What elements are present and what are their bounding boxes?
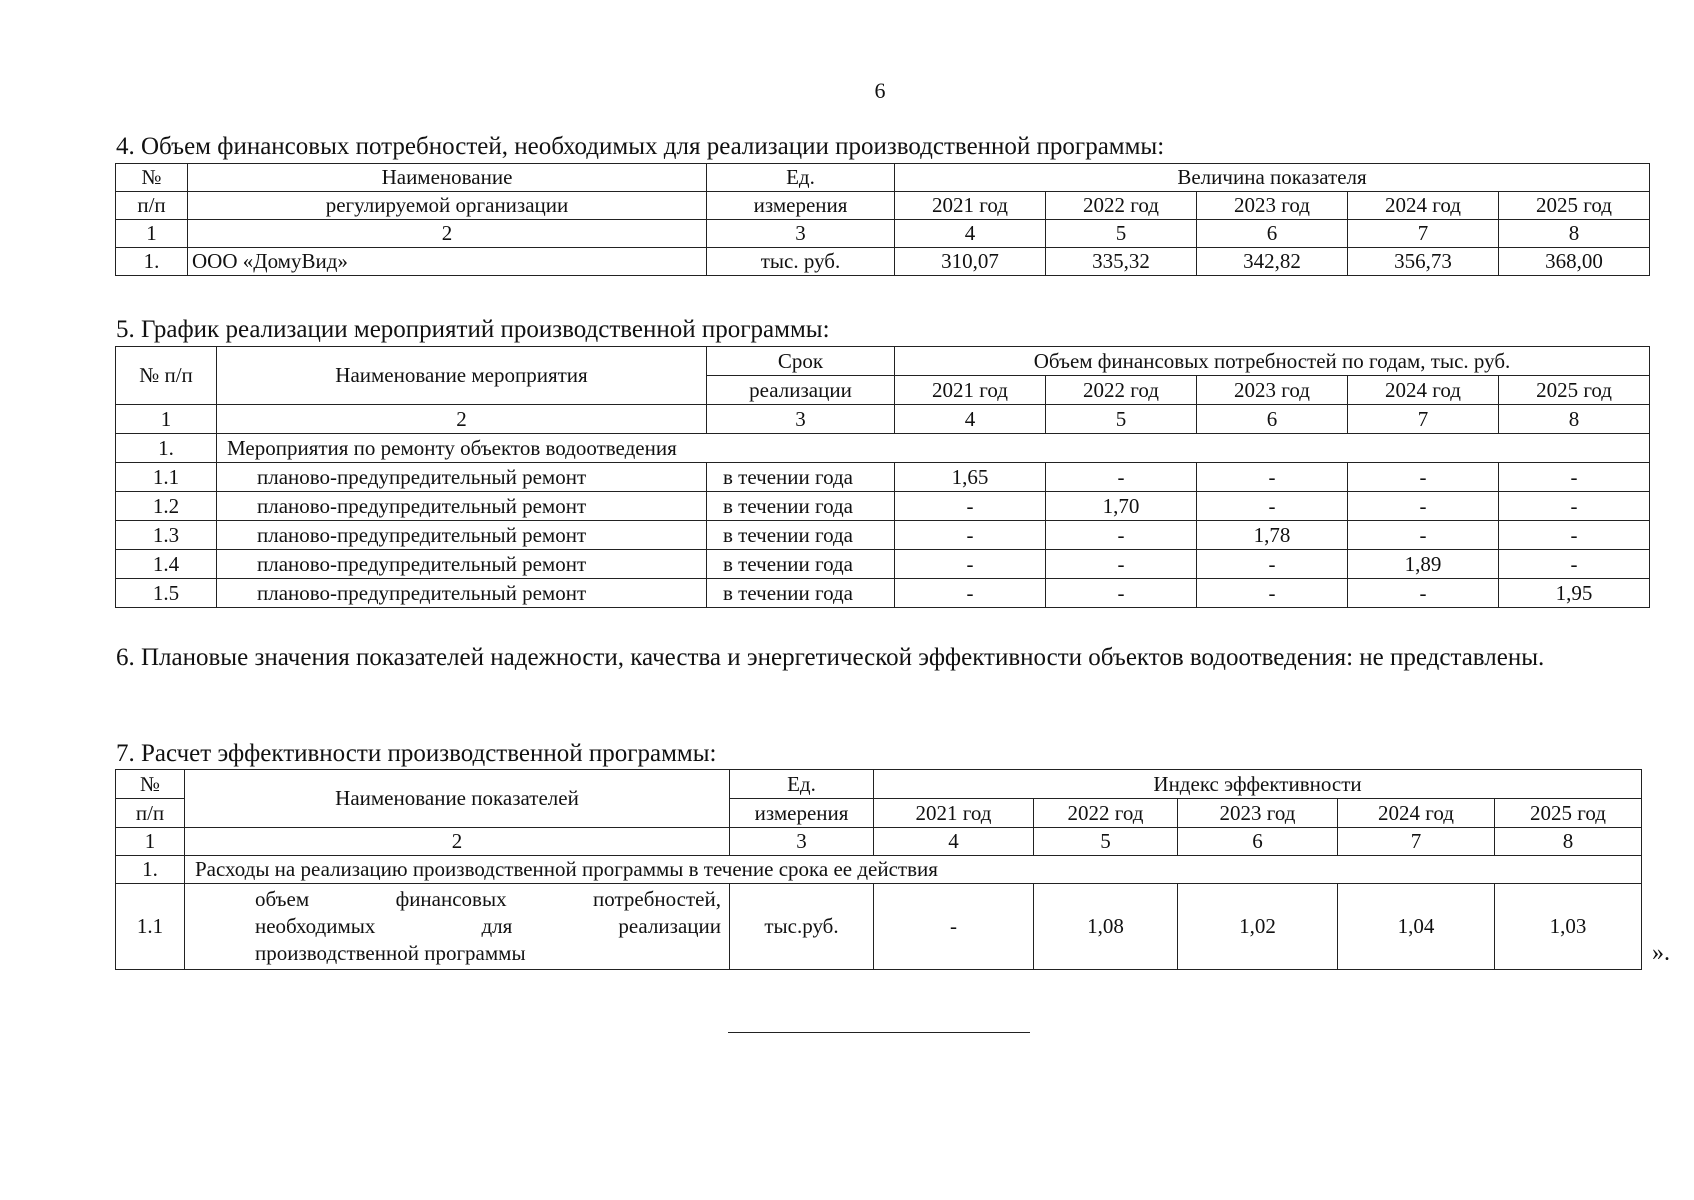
header-year: 2022 год	[1034, 799, 1178, 828]
column-number: 2	[185, 828, 730, 856]
activity-name: планово-предупредительный ремонт	[217, 550, 707, 579]
activity-term: в течении года	[707, 463, 895, 492]
row-no: 1.	[116, 248, 188, 276]
row-unit: тыс.руб.	[730, 884, 874, 970]
table-row	[116, 579, 1650, 608]
column-number: 6	[1197, 405, 1348, 434]
table-row	[116, 521, 1650, 550]
organization-name: ООО «ДомуВид»	[188, 248, 707, 276]
header-year: 2025 год	[1499, 376, 1650, 405]
header-value: Величина показателя	[895, 164, 1650, 192]
header-year: 2023 год	[1197, 376, 1348, 405]
section-5-title: 5. График реализации мероприятий производственной программы:	[116, 316, 830, 343]
row-no: 1.4	[116, 550, 217, 579]
table-row	[116, 884, 1642, 970]
value-cell: 1,89	[1348, 550, 1499, 579]
value-cell: -	[1348, 521, 1499, 550]
activity-name: планово-предупредительный ремонт	[217, 492, 707, 521]
column-number: 7	[1338, 828, 1495, 856]
header-unit-2: измерения	[730, 799, 874, 828]
financial-needs-table	[115, 163, 1650, 276]
group-no: 1.	[116, 434, 217, 463]
group-name: Мероприятия по ремонту объектов водоотведения	[217, 434, 1650, 463]
value-cell: 1,03	[1495, 884, 1642, 970]
group-row	[116, 856, 1642, 884]
column-number: 3	[707, 405, 895, 434]
row-no: 1.1	[116, 884, 185, 970]
column-number: 8	[1499, 405, 1650, 434]
value-cell: -	[1197, 492, 1348, 521]
value-cell: 1,08	[1034, 884, 1178, 970]
value-cell: 335,32	[1046, 248, 1197, 276]
header-name-2: регулируемой организации	[188, 192, 707, 220]
header-year: 2025 год	[1495, 799, 1642, 828]
activity-term: в течении года	[707, 492, 895, 521]
group-name: Расходы на реализацию производственной программы в течение срока ее действия	[185, 856, 1642, 884]
value-cell: 310,07	[895, 248, 1046, 276]
indicator-name-line: необходимых для реализации	[255, 914, 721, 938]
header-no: №	[116, 164, 188, 192]
activity-term: в течении года	[707, 521, 895, 550]
value-cell: 1,02	[1178, 884, 1338, 970]
column-number: 6	[1197, 220, 1348, 248]
header-year: 2021 год	[895, 192, 1046, 220]
header-name: Наименование мероприятия	[217, 347, 707, 405]
value-cell: -	[1046, 521, 1197, 550]
value-cell: 368,00	[1499, 248, 1650, 276]
header-year: 2023 год	[1178, 799, 1338, 828]
header-unit-2: измерения	[707, 192, 895, 220]
section-7-title: 7. Расчет эффективности производственной программы:	[116, 740, 717, 767]
header-term-2: реализации	[707, 376, 895, 405]
header-year: 2021 год	[895, 376, 1046, 405]
column-number: 7	[1348, 220, 1499, 248]
value-cell: 356,73	[1348, 248, 1499, 276]
column-number: 4	[874, 828, 1034, 856]
column-number: 8	[1499, 220, 1650, 248]
header-unit: Ед.	[707, 164, 895, 192]
row-no: 1.2	[116, 492, 217, 521]
activity-term: в течении года	[707, 550, 895, 579]
closing-quote-mark: ».	[1652, 940, 1670, 966]
group-row	[116, 434, 1650, 463]
section-4-title: 4. Объем финансовых потребностей, необходимых для реализации производственной программы:	[116, 133, 1165, 160]
header-value: Индекс эффективности	[874, 770, 1642, 799]
row-no: 1.3	[116, 521, 217, 550]
value-cell: 1,04	[1338, 884, 1495, 970]
column-number: 7	[1348, 405, 1499, 434]
value-cell: -	[895, 521, 1046, 550]
header-no-2: п/п	[116, 192, 188, 220]
schedule-table	[115, 346, 1650, 608]
indicator-name	[185, 884, 730, 970]
header-no-2: п/п	[116, 799, 185, 828]
efficiency-table	[115, 769, 1642, 970]
header-term: Срок	[707, 347, 895, 376]
header-year: 2023 год	[1197, 192, 1348, 220]
row-no: 1.1	[116, 463, 217, 492]
value-cell: 1,95	[1499, 579, 1650, 608]
value-cell: 1,78	[1197, 521, 1348, 550]
column-number: 5	[1046, 405, 1197, 434]
header-year: 2021 год	[874, 799, 1034, 828]
table-row	[116, 550, 1650, 579]
value-cell: -	[1348, 463, 1499, 492]
column-number: 1	[116, 405, 217, 434]
activity-name: планово-предупредительный ремонт	[217, 579, 707, 608]
column-number: 2	[217, 405, 707, 434]
value-cell: -	[1046, 463, 1197, 492]
header-name: Наименование	[188, 164, 707, 192]
header-unit: Ед.	[730, 770, 874, 799]
row-unit: тыс. руб.	[707, 248, 895, 276]
column-number: 1	[116, 220, 188, 248]
value-cell: -	[895, 550, 1046, 579]
value-cell: 1,65	[895, 463, 1046, 492]
row-no: 1.5	[116, 579, 217, 608]
table-row	[116, 463, 1650, 492]
column-number: 8	[1495, 828, 1642, 856]
indicator-name-line: объем финансовых потребностей,	[255, 887, 721, 911]
header-value: Объем финансовых потребностей по годам, тыс. руб.	[895, 347, 1650, 376]
section-6-text: 6. Плановые значения показателей надежности, качества и энергетической эффективности объектов водоотведения: не представлены.	[116, 644, 1545, 671]
header-year: 2022 год	[1046, 376, 1197, 405]
value-cell: -	[1197, 550, 1348, 579]
column-number: 6	[1178, 828, 1338, 856]
end-divider-line	[728, 1032, 1030, 1033]
value-cell: -	[874, 884, 1034, 970]
table-row	[116, 248, 1650, 276]
value-cell: -	[895, 492, 1046, 521]
column-number: 2	[188, 220, 707, 248]
header-no: № п/п	[116, 347, 217, 405]
header-year: 2025 год	[1499, 192, 1650, 220]
value-cell: -	[895, 579, 1046, 608]
column-number: 5	[1046, 220, 1197, 248]
value-cell: -	[1348, 492, 1499, 521]
value-cell: -	[1348, 579, 1499, 608]
value-cell: -	[1499, 492, 1650, 521]
header-year: 2024 год	[1338, 799, 1495, 828]
value-cell: 1,70	[1046, 492, 1197, 521]
value-cell: -	[1197, 579, 1348, 608]
header-year: 2024 год	[1348, 376, 1499, 405]
value-cell: 342,82	[1197, 248, 1348, 276]
page-number: 6	[874, 78, 886, 103]
value-cell: -	[1499, 463, 1650, 492]
column-number: 5	[1034, 828, 1178, 856]
value-cell: -	[1499, 521, 1650, 550]
header-year: 2022 год	[1046, 192, 1197, 220]
column-number: 4	[895, 220, 1046, 248]
header-name: Наименование показателей	[185, 770, 730, 828]
column-number: 4	[895, 405, 1046, 434]
column-number: 3	[707, 220, 895, 248]
column-number: 3	[730, 828, 874, 856]
indicator-name-line: производственной программы	[255, 941, 526, 965]
value-cell: -	[1046, 550, 1197, 579]
value-cell: -	[1499, 550, 1650, 579]
column-number: 1	[116, 828, 185, 856]
activity-term: в течении года	[707, 579, 895, 608]
header-no: №	[116, 770, 185, 799]
table-row	[116, 492, 1650, 521]
header-year: 2024 год	[1348, 192, 1499, 220]
value-cell: -	[1046, 579, 1197, 608]
activity-name: планово-предупредительный ремонт	[217, 521, 707, 550]
value-cell: -	[1197, 463, 1348, 492]
activity-name: планово-предупредительный ремонт	[217, 463, 707, 492]
group-no: 1.	[116, 856, 185, 884]
